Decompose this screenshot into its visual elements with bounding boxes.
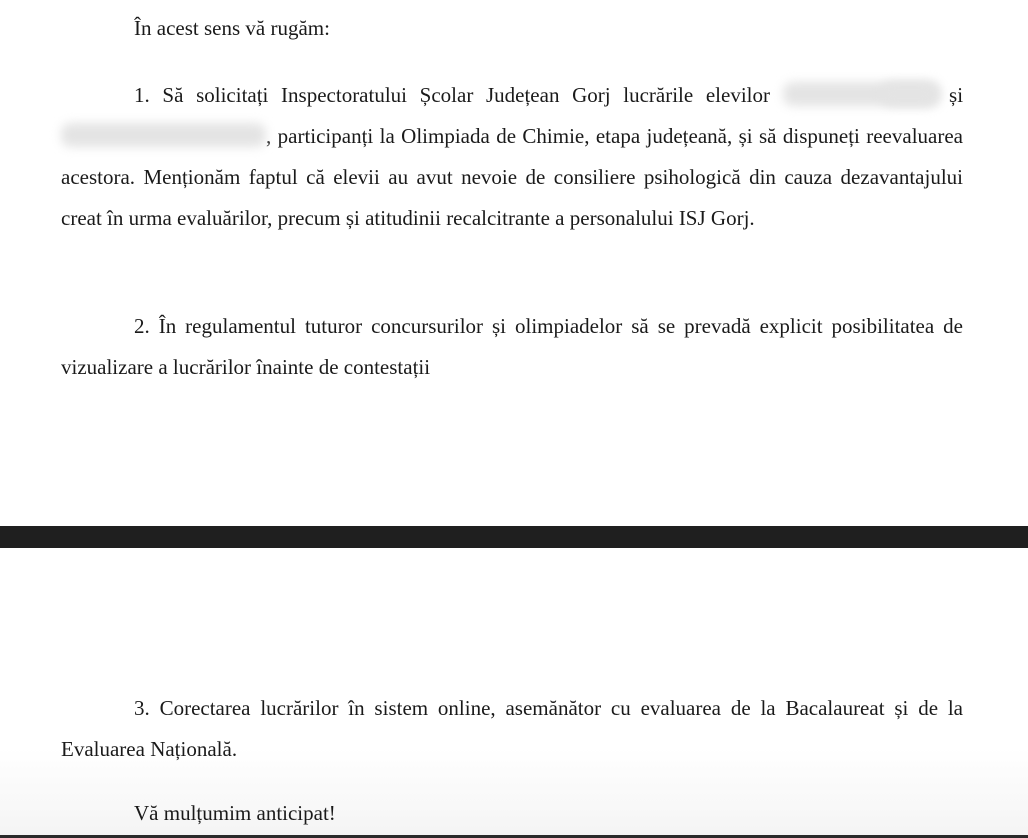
- request-item-2: 2. În regulamentul tuturor concursurilor și olimpiadelor să se prevadă explicit posibilitatea de vizualizare a lucrărilor înainte de contestații: [61, 314, 963, 379]
- page-separator: [0, 526, 1028, 548]
- redacted-name-1b: [881, 82, 936, 106]
- request-item-1: [61, 75, 963, 239]
- item1-text-end: , participanți la Olimpiada de Chimie, etapa județeană, și să dispuneți reevaluarea acestora. Menționăm faptul că elevii au avut nevoie de consiliere psihologică din cauza dezavantajului creat în urma evaluărilor, precum și atitudinii recalcitrante a personalului ISJ Gorj.: [61, 124, 963, 230]
- intro-paragraph: În acest sens vă rugăm:: [134, 16, 330, 40]
- closing-line: Vă mulțumim anticipat!: [134, 801, 336, 825]
- document-page-2: [0, 548, 1028, 838]
- item1-conjunction: și: [949, 83, 964, 107]
- redacted-name-2: [61, 123, 266, 147]
- item1-text-start: 1. Să solicitați Inspectoratului Școlar Județean Gorj lucrările elevilor: [134, 83, 771, 107]
- request-item-3: 3. Corectarea lucrărilor în sistem online, asemănător cu evaluarea de la Bacalaureat și de la Evaluarea Națională.: [61, 696, 963, 761]
